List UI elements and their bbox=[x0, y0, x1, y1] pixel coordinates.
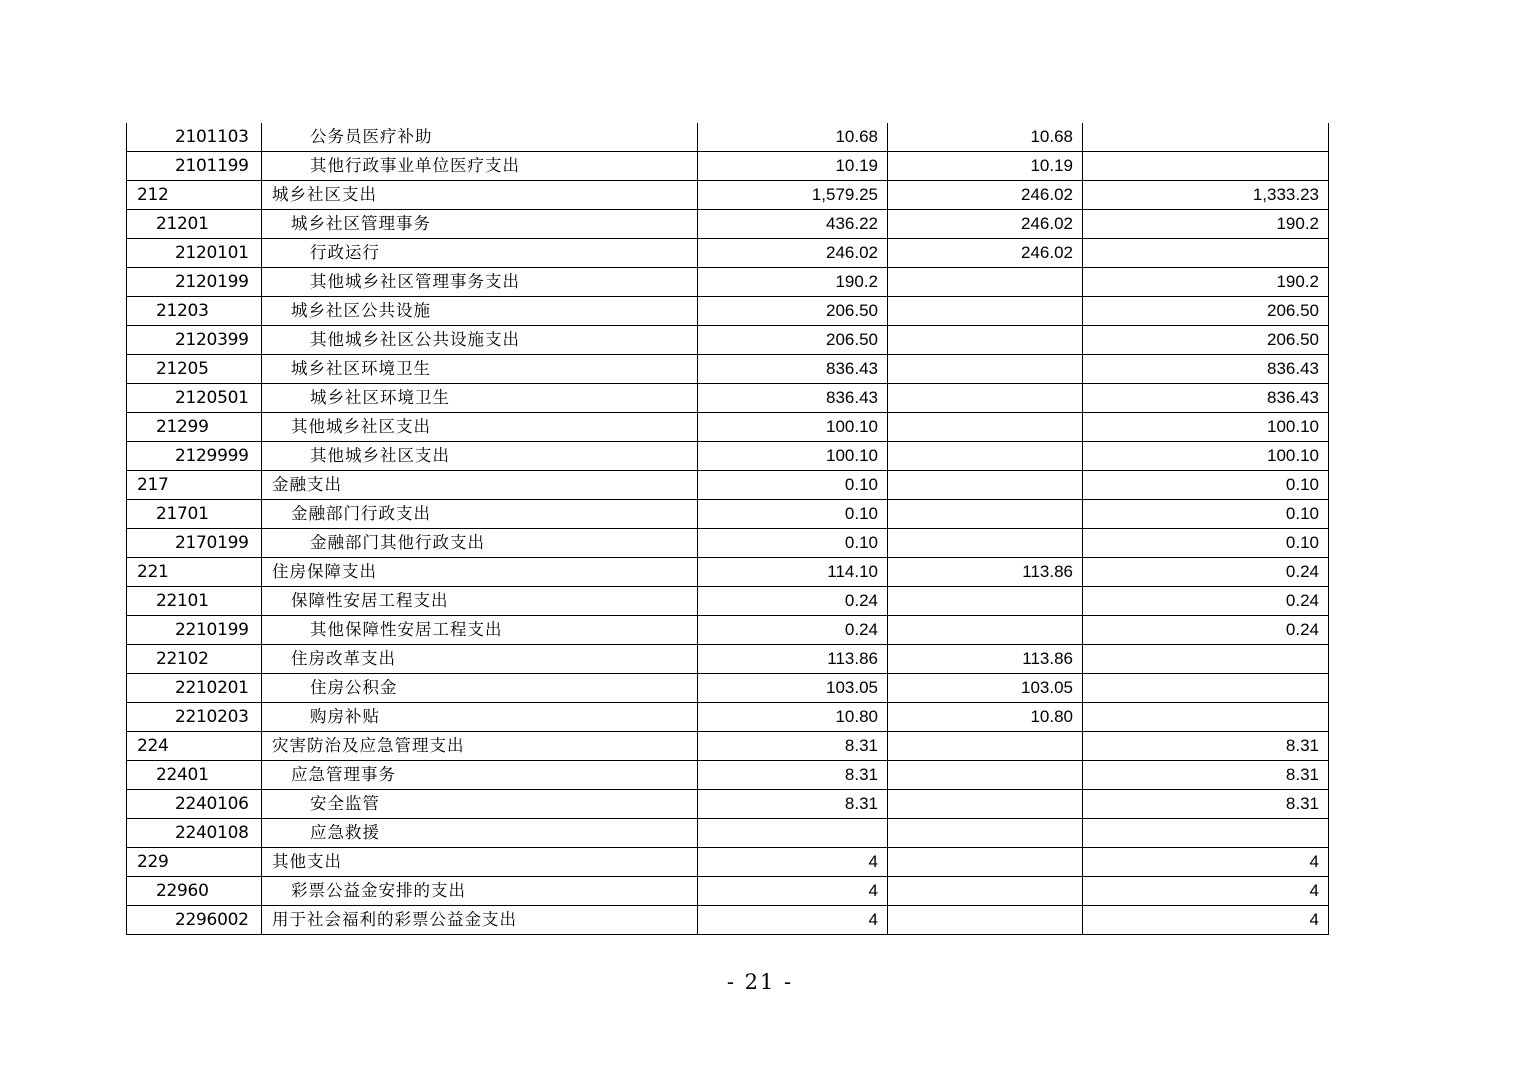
total-amount-cell bbox=[698, 819, 888, 848]
subject-name-cell: 其他支出 bbox=[262, 848, 698, 877]
total-amount-cell: 0.10 bbox=[698, 471, 888, 500]
project-expenditure-cell: 4 bbox=[1083, 906, 1329, 935]
total-amount-cell: 0.24 bbox=[698, 587, 888, 616]
total-amount-cell: 100.10 bbox=[698, 442, 888, 471]
project-expenditure-cell: 836.43 bbox=[1083, 384, 1329, 413]
table-row bbox=[127, 471, 1329, 500]
basic-expenditure-cell: 246.02 bbox=[888, 239, 1083, 268]
subject-name-cell: 其他城乡社区公共设施支出 bbox=[262, 326, 698, 355]
subject-name-cell: 购房补贴 bbox=[262, 703, 698, 732]
basic-expenditure-cell bbox=[888, 471, 1083, 500]
total-amount-cell: 246.02 bbox=[698, 239, 888, 268]
basic-expenditure-cell bbox=[888, 906, 1083, 935]
project-expenditure-cell: 0.24 bbox=[1083, 587, 1329, 616]
basic-expenditure-cell: 10.80 bbox=[888, 703, 1083, 732]
subject-code-cell: 212 bbox=[127, 181, 262, 210]
table-row bbox=[127, 384, 1329, 413]
subject-code-cell: 2240108 bbox=[127, 819, 262, 848]
table-row bbox=[127, 819, 1329, 848]
subject-code-cell: 21201 bbox=[127, 210, 262, 239]
project-expenditure-cell bbox=[1083, 152, 1329, 181]
total-amount-cell: 190.2 bbox=[698, 268, 888, 297]
total-amount-cell: 0.24 bbox=[698, 616, 888, 645]
subject-name-cell: 应急救援 bbox=[262, 819, 698, 848]
basic-expenditure-cell: 246.02 bbox=[888, 181, 1083, 210]
subject-code-cell: 2240106 bbox=[127, 790, 262, 819]
subject-name-cell: 公务员医疗补助 bbox=[262, 123, 698, 152]
subject-name-cell: 城乡社区环境卫生 bbox=[262, 355, 698, 384]
subject-code-cell: 2170199 bbox=[127, 529, 262, 558]
table-row bbox=[127, 152, 1329, 181]
total-amount-cell: 836.43 bbox=[698, 384, 888, 413]
project-expenditure-cell: 8.31 bbox=[1083, 761, 1329, 790]
basic-expenditure-cell: 103.05 bbox=[888, 674, 1083, 703]
subject-name-cell: 其他保障性安居工程支出 bbox=[262, 616, 698, 645]
total-amount-cell: 8.31 bbox=[698, 732, 888, 761]
subject-code-cell: 221 bbox=[127, 558, 262, 587]
project-expenditure-cell: 4 bbox=[1083, 877, 1329, 906]
subject-name-cell: 其他城乡社区管理事务支出 bbox=[262, 268, 698, 297]
project-expenditure-cell: 8.31 bbox=[1083, 790, 1329, 819]
subject-code-cell: 2101199 bbox=[127, 152, 262, 181]
basic-expenditure-cell bbox=[888, 732, 1083, 761]
subject-name-cell: 金融支出 bbox=[262, 471, 698, 500]
basic-expenditure-cell bbox=[888, 500, 1083, 529]
total-amount-cell: 836.43 bbox=[698, 355, 888, 384]
project-expenditure-cell: 4 bbox=[1083, 848, 1329, 877]
basic-expenditure-cell: 113.86 bbox=[888, 645, 1083, 674]
subject-code-cell: 21203 bbox=[127, 297, 262, 326]
table-row bbox=[127, 529, 1329, 558]
subject-code-cell: 21205 bbox=[127, 355, 262, 384]
table-row bbox=[127, 413, 1329, 442]
basic-expenditure-cell bbox=[888, 761, 1083, 790]
table-row bbox=[127, 326, 1329, 355]
subject-name-cell: 住房公积金 bbox=[262, 674, 698, 703]
project-expenditure-cell bbox=[1083, 239, 1329, 268]
total-amount-cell: 113.86 bbox=[698, 645, 888, 674]
basic-expenditure-cell: 10.68 bbox=[888, 123, 1083, 152]
subject-code-cell: 22102 bbox=[127, 645, 262, 674]
basic-expenditure-cell: 10.19 bbox=[888, 152, 1083, 181]
project-expenditure-cell: 100.10 bbox=[1083, 413, 1329, 442]
total-amount-cell: 4 bbox=[698, 877, 888, 906]
basic-expenditure-cell bbox=[888, 355, 1083, 384]
subject-name-cell: 保障性安居工程支出 bbox=[262, 587, 698, 616]
subject-name-cell: 住房改革支出 bbox=[262, 645, 698, 674]
page-number: - 21 - bbox=[726, 970, 794, 994]
total-amount-cell: 0.10 bbox=[698, 529, 888, 558]
table-row bbox=[127, 790, 1329, 819]
basic-expenditure-cell bbox=[888, 848, 1083, 877]
subject-code-cell: 229 bbox=[127, 848, 262, 877]
basic-expenditure-cell bbox=[888, 529, 1083, 558]
total-amount-cell: 10.80 bbox=[698, 703, 888, 732]
table-body bbox=[127, 123, 1329, 935]
subject-name-cell: 其他城乡社区支出 bbox=[262, 413, 698, 442]
subject-name-cell: 城乡社区公共设施 bbox=[262, 297, 698, 326]
subject-name-cell: 金融部门其他行政支出 bbox=[262, 529, 698, 558]
table-row bbox=[127, 761, 1329, 790]
project-expenditure-cell: 0.10 bbox=[1083, 500, 1329, 529]
total-amount-cell: 10.68 bbox=[698, 123, 888, 152]
basic-expenditure-cell: 246.02 bbox=[888, 210, 1083, 239]
basic-expenditure-cell bbox=[888, 616, 1083, 645]
table-row bbox=[127, 210, 1329, 239]
subject-code-cell: 2210203 bbox=[127, 703, 262, 732]
table-row bbox=[127, 616, 1329, 645]
subject-name-cell: 其他城乡社区支出 bbox=[262, 442, 698, 471]
total-amount-cell: 206.50 bbox=[698, 297, 888, 326]
project-expenditure-cell bbox=[1083, 674, 1329, 703]
project-expenditure-cell: 8.31 bbox=[1083, 732, 1329, 761]
project-expenditure-cell: 206.50 bbox=[1083, 297, 1329, 326]
project-expenditure-cell bbox=[1083, 703, 1329, 732]
basic-expenditure-cell bbox=[888, 442, 1083, 471]
total-amount-cell: 206.50 bbox=[698, 326, 888, 355]
basic-expenditure-cell bbox=[888, 268, 1083, 297]
table-row bbox=[127, 674, 1329, 703]
subject-code-cell: 22401 bbox=[127, 761, 262, 790]
table-row bbox=[127, 123, 1329, 152]
basic-expenditure-cell bbox=[888, 297, 1083, 326]
subject-code-cell: 2129999 bbox=[127, 442, 262, 471]
project-expenditure-cell: 190.2 bbox=[1083, 268, 1329, 297]
subject-name-cell: 其他行政事业单位医疗支出 bbox=[262, 152, 698, 181]
project-expenditure-cell: 836.43 bbox=[1083, 355, 1329, 384]
table-row bbox=[127, 906, 1329, 935]
project-expenditure-cell bbox=[1083, 123, 1329, 152]
total-amount-cell: 114.10 bbox=[698, 558, 888, 587]
table-row bbox=[127, 877, 1329, 906]
subject-code-cell: 2120501 bbox=[127, 384, 262, 413]
table-row bbox=[127, 239, 1329, 268]
table-row bbox=[127, 297, 1329, 326]
total-amount-cell: 436.22 bbox=[698, 210, 888, 239]
project-expenditure-cell: 190.2 bbox=[1083, 210, 1329, 239]
total-amount-cell: 8.31 bbox=[698, 761, 888, 790]
subject-name-cell: 行政运行 bbox=[262, 239, 698, 268]
subject-code-cell: 2101103 bbox=[127, 123, 262, 152]
project-expenditure-cell: 0.24 bbox=[1083, 616, 1329, 645]
subject-code-cell: 2120101 bbox=[127, 239, 262, 268]
subject-code-cell: 22101 bbox=[127, 587, 262, 616]
subject-name-cell: 用于社会福利的彩票公益金支出 bbox=[262, 906, 698, 935]
total-amount-cell: 10.19 bbox=[698, 152, 888, 181]
table-row bbox=[127, 645, 1329, 674]
basic-expenditure-cell bbox=[888, 877, 1083, 906]
subject-code-cell: 2210201 bbox=[127, 674, 262, 703]
table-row bbox=[127, 355, 1329, 384]
project-expenditure-cell: 100.10 bbox=[1083, 442, 1329, 471]
subject-name-cell: 彩票公益金安排的支出 bbox=[262, 877, 698, 906]
subject-code-cell: 2120399 bbox=[127, 326, 262, 355]
basic-expenditure-cell bbox=[888, 790, 1083, 819]
total-amount-cell: 1,579.25 bbox=[698, 181, 888, 210]
basic-expenditure-cell bbox=[888, 587, 1083, 616]
subject-name-cell: 应急管理事务 bbox=[262, 761, 698, 790]
subject-code-cell: 21299 bbox=[127, 413, 262, 442]
total-amount-cell: 103.05 bbox=[698, 674, 888, 703]
table-row bbox=[127, 500, 1329, 529]
project-expenditure-cell: 0.10 bbox=[1083, 529, 1329, 558]
subject-code-cell: 2210199 bbox=[127, 616, 262, 645]
project-expenditure-cell: 206.50 bbox=[1083, 326, 1329, 355]
table-row bbox=[127, 558, 1329, 587]
total-amount-cell: 8.31 bbox=[698, 790, 888, 819]
basic-expenditure-cell bbox=[888, 413, 1083, 442]
subject-name-cell: 住房保障支出 bbox=[262, 558, 698, 587]
table-row bbox=[127, 268, 1329, 297]
project-expenditure-cell bbox=[1083, 645, 1329, 674]
subject-name-cell: 金融部门行政支出 bbox=[262, 500, 698, 529]
subject-code-cell: 224 bbox=[127, 732, 262, 761]
table-row bbox=[127, 442, 1329, 471]
table-row bbox=[127, 848, 1329, 877]
project-expenditure-cell bbox=[1083, 819, 1329, 848]
subject-code-cell: 22960 bbox=[127, 877, 262, 906]
subject-name-cell: 灾害防治及应急管理支出 bbox=[262, 732, 698, 761]
subject-name-cell: 城乡社区管理事务 bbox=[262, 210, 698, 239]
basic-expenditure-cell bbox=[888, 384, 1083, 413]
budget-expenditure-table bbox=[126, 123, 1329, 935]
subject-code-cell: 21701 bbox=[127, 500, 262, 529]
total-amount-cell: 0.10 bbox=[698, 500, 888, 529]
basic-expenditure-cell: 113.86 bbox=[888, 558, 1083, 587]
table-row bbox=[127, 587, 1329, 616]
subject-code-cell: 2296002 bbox=[127, 906, 262, 935]
basic-expenditure-cell bbox=[888, 819, 1083, 848]
project-expenditure-cell: 1,333.23 bbox=[1083, 181, 1329, 210]
total-amount-cell: 100.10 bbox=[698, 413, 888, 442]
subject-code-cell: 2120199 bbox=[127, 268, 262, 297]
total-amount-cell: 4 bbox=[698, 848, 888, 877]
subject-name-cell: 安全监管 bbox=[262, 790, 698, 819]
total-amount-cell: 4 bbox=[698, 906, 888, 935]
table-row bbox=[127, 703, 1329, 732]
basic-expenditure-cell bbox=[888, 326, 1083, 355]
project-expenditure-cell: 0.10 bbox=[1083, 471, 1329, 500]
table-row bbox=[127, 181, 1329, 210]
project-expenditure-cell: 0.24 bbox=[1083, 558, 1329, 587]
subject-name-cell: 城乡社区环境卫生 bbox=[262, 384, 698, 413]
subject-code-cell: 217 bbox=[127, 471, 262, 500]
table-row bbox=[127, 732, 1329, 761]
subject-name-cell: 城乡社区支出 bbox=[262, 181, 698, 210]
